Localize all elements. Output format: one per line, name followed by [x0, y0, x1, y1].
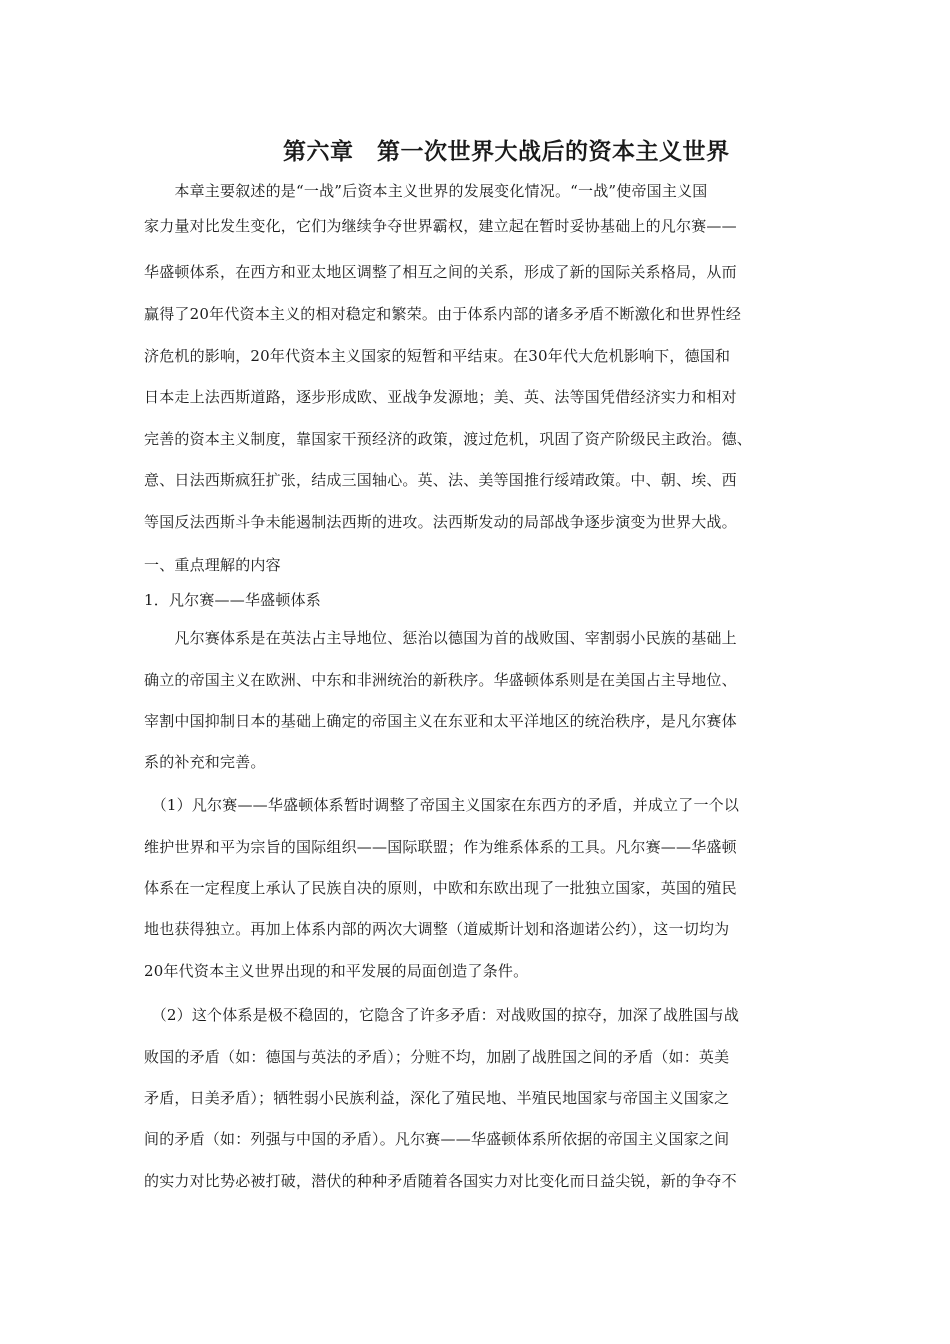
intro-line: 本章主要叙述的是“一战”后资本主义世界的发展变化情况。“一战”使帝国主义国	[144, 182, 708, 200]
paragraph-line: 间的矛盾（如：列强与中国的矛盾）。凡尔赛——华盛顿体系所依据的帝国主义国家之间	[144, 1130, 730, 1148]
paragraph-line: 宰割中国抑制日本的基础上确定的帝国主义在东亚和太平洋地区的统治秩序，是凡尔赛体	[144, 712, 737, 730]
intro-line: 完善的资本主义制度，靠国家干预经济的政策，渡过危机，巩固了资产阶级民主政治。德、	[144, 430, 753, 448]
intro-line: 家力量对比发生变化，它们为继续争夺世界霸权，建立起在暂时妥协基础上的凡尔赛——	[144, 217, 737, 235]
paragraph-line: 确立的帝国主义在欧洲、中东和非洲统治的新秩序。华盛顿体系则是在美国占主导地位、	[144, 671, 737, 689]
intro-line: 等国反法西斯斗争未能遏制法西斯的进攻。法西斯发动的局部战争逐步演变为世界大战。	[144, 513, 737, 531]
chapter-title: 第六章 第一次世界大战后的资本主义世界	[283, 138, 730, 165]
paragraph-line: 系的补充和完善。	[144, 753, 266, 771]
paragraph-line: 体系在一定程度上承认了民族自决的原则，中欧和东欧出现了一批独立国家，英国的殖民	[144, 879, 737, 897]
paragraph-line: （1）凡尔赛——华盛顿体系暂时调整了帝国主义国家在东西方的矛盾，并成立了一个以	[144, 796, 740, 814]
intro-line: 赢得了20年代资本主义的相对稳定和繁荣。由于体系内部的诸多矛盾不断激化和世界性经	[144, 305, 742, 323]
intro-line: 济危机的影响，20年代资本主义国家的短暂和平结束。在30年代大危机影响下，德国和	[144, 347, 731, 365]
paragraph-line: 败国的矛盾（如：德国与英法的矛盾）；分赃不均，加剧了战胜国之间的矛盾（如：英美	[144, 1048, 730, 1066]
paragraph-line: 凡尔赛体系是在英法占主导地位、惩治以德国为首的战败国、宰割弱小民族的基础上	[144, 629, 737, 647]
paragraph-line: 20年代资本主义世界出现的和平发展的局面创造了条件。	[144, 962, 529, 980]
section-heading: 一、重点理解的内容	[144, 556, 281, 574]
paragraph-line: 矛盾，日美矛盾）；牺牲弱小民族利益，深化了殖民地、半殖民地国家与帝国主义国家之	[144, 1089, 730, 1107]
intro-line: 华盛顿体系，在西方和亚太地区调整了相互之间的关系，形成了新的国际关系格局，从而	[144, 263, 737, 281]
paragraph-line: （2）这个体系是极不稳固的，它隐含了许多矛盾：对战败国的掠夺，加深了战胜国与战	[144, 1006, 740, 1024]
paragraph-line: 维护世界和平为宗旨的国际组织——国际联盟；作为维系体系的工具。凡尔赛——华盛顿	[144, 838, 737, 856]
subsection-heading: 1．凡尔赛——华盛顿体系	[144, 591, 321, 609]
paragraph-line: 地也获得独立。再加上体系内部的两次大调整（道威斯计划和洛迦诺公约），这一切均为	[144, 920, 730, 938]
intro-line: 意、日法西斯疯狂扩张，结成三国轴心。英、法、美等国推行绥靖政策。中、朝、埃、西	[144, 471, 737, 489]
intro-line: 日本走上法西斯道路，逐步形成欧、亚战争发源地；美、英、法等国凭借经济实力和相对	[144, 388, 737, 406]
paragraph-line: 的实力对比势必被打破，潜伏的种种矛盾随着各国实力对比变化而日益尖锐，新的争夺不	[144, 1172, 737, 1190]
